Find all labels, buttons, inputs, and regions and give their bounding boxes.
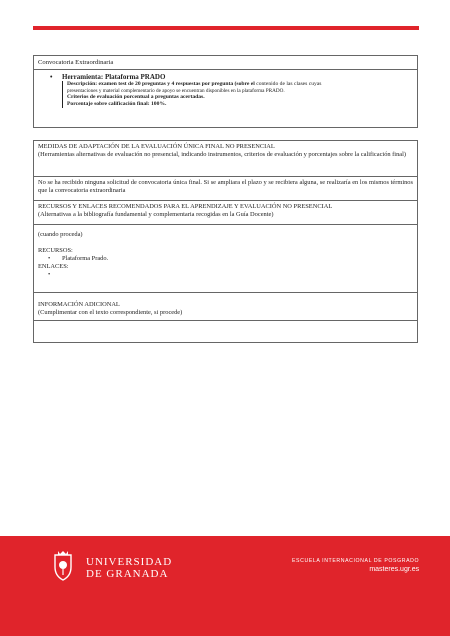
top-red-rule: [33, 26, 419, 30]
school-block: [292, 558, 419, 573]
measures-subtitle: (Herramientas alternativas de evaluación no presencial, indicando instrumentos, criterios de evaluación y porcentajes sobre la calificación final): [38, 151, 407, 158]
section-label: Convocatoria Extraordinaria: [34, 56, 417, 70]
empty-row: [34, 321, 417, 343]
additional-subtitle: (Cumplimentar con el texto correspondiente, si procede): [38, 309, 183, 316]
links-label: ENLACES:: [38, 263, 69, 270]
bullet-icon: •: [48, 271, 51, 278]
exam-section: [33, 55, 418, 128]
description-line1: [67, 81, 413, 88]
adaptation-table: [33, 140, 418, 343]
bullet-icon: •: [48, 255, 51, 262]
measures-row: [34, 141, 417, 177]
university-line1: UNIVERSIDAD: [86, 556, 173, 568]
school-website[interactable]: masteres.ugr.es: [369, 566, 420, 573]
university-line2: DE GRANADA: [86, 568, 169, 580]
when-applicable: (cuando proceda): [38, 231, 83, 238]
criteria-bold: Criterios de evaluación porcentual a preguntas acertadas.: [67, 94, 205, 101]
resources-subtitle: (Alternativas a la bibliografía fundamental y complementaria recogidas en la Guía Docente): [38, 211, 274, 218]
percentage-text: [67, 101, 413, 108]
resources-title: RECURSOS Y ENLACES RECOMENDADOS PARA EL APRENDIZAJE Y EVALUACIÓN NO PRESENCIAL: [38, 203, 333, 210]
university-crest-icon: [51, 549, 75, 581]
description-line2: presentaciones y material complementario de apoyo se encuentran disponibles en la plataforma PRADO.: [67, 87, 285, 94]
exam-content: [34, 70, 417, 108]
additional-title: INFORMACIÓN ADICIONAL: [38, 301, 120, 308]
tool-label: Herramienta: Plataforma PRADO: [62, 73, 166, 81]
university-name: [86, 556, 172, 580]
percentage-bold: Porcentaje sobre calificación final: 100%.: [67, 101, 167, 108]
description-normal: contenido de las clases cuyas: [254, 81, 322, 88]
criteria-text: [67, 94, 413, 101]
resources-content-row: [34, 225, 417, 293]
resources-label: RECURSOS:: [38, 247, 73, 254]
no-request-row: [34, 177, 417, 201]
resource-item: [38, 255, 413, 263]
measures-title: MEDIDAS DE ADAPTACIÓN DE LA EVALUACIÓN ÚNICA FINAL NO PRESENCIAL: [38, 143, 275, 150]
additional-info-row: [34, 293, 417, 321]
description-bold: Descripción: examen test de 20 preguntas y 4 respuestas por pregunta (sobre el: [67, 81, 255, 88]
exam-description: [62, 81, 413, 107]
resource-item-text: Plataforma Prado.: [62, 255, 109, 262]
no-request-text: No se ha recibido ninguna solicitud de convocatoria única final. Si se ampliara el plazo y se recibiera alguna, se realizaría en los mismos términos que la convocatoria extraordinaria: [38, 179, 413, 194]
school-name: ESCUELA INTERNACIONAL DE POSGRADO: [292, 558, 420, 564]
link-item: [38, 271, 413, 279]
bullet-icon: •: [50, 73, 53, 81]
resources-header-row: [34, 201, 417, 225]
